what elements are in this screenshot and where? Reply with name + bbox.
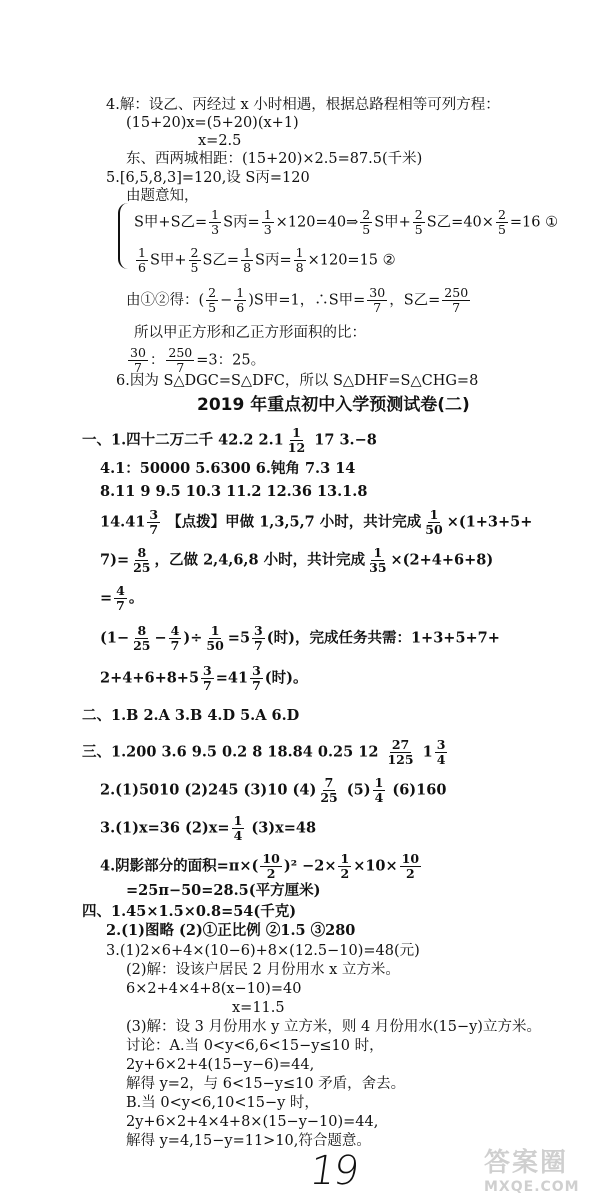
section1-q14-line2: 7)= $\frac{8}{25}$ ，乙做 2,4,6,8 小时，共计完成 $\frac{1}{35}$ ×(2+4+6+8) <box>100 545 494 575</box>
section4-line10: 解得 y=2，与 6<15−y≤10 矛盾，舍去。 <box>126 1076 406 1092</box>
answer-4-distance: 东、西两城相距：(15+20)×2.5=87.5(千米) <box>126 151 423 167</box>
section4-line5: 6×2+4×4+8(x−10)=40 <box>126 981 302 997</box>
answer-5-line1: 5.[6,5,8,3]=120,设 S丙=120 <box>106 170 310 186</box>
section3-line2: 2.(1)5010 (2)245 (3)10 (4) $\frac{7}{25}$ (5) $\frac{1}{4}$ (6)160 <box>100 775 447 805</box>
section3-line5: =25π−50=28.5(平方厘米) <box>126 882 321 899</box>
answer-5-given: 由题意知， <box>126 188 199 204</box>
section4-line7: (3)解：设 3 月份用水 y 立方米，则 4 月份用水(15−y)立方米。 <box>126 1019 541 1035</box>
section4-line12: 2y+6×2+4×4+8×(15−y−10)=44, <box>126 1114 379 1130</box>
answer-5-ratio-text: 所以甲正方形和乙正方形面积的比： <box>134 325 366 341</box>
answer-5-ratio: $\frac{30}{7}$ ： $\frac{250}{7}$ =3：25。 <box>130 345 266 375</box>
section2-answers: 二、1.B 2.A 3.B 4.D 5.A 6.D <box>82 707 300 724</box>
section1-line2: 4.1：50000 5.6300 6.钝角 7.3 14 <box>100 460 356 477</box>
answer-4-line1: 4.解：设乙、丙经过 x 小时相遇，根据总路程相等可列方程： <box>106 97 500 113</box>
section1-q14-line3: = $\frac{4}{7}$ 。 <box>100 583 144 613</box>
section1-q14-line4: (1− $\frac{8}{25}$ − $\frac{4}{7}$ )÷ $\frac{1}{50}$ =5 $\frac{3}{7}$ (时)，完成任务共需：1+3+5+7+ <box>100 623 500 653</box>
section4-line1: 四、1.45×1.5×0.8=54(千克) <box>82 903 297 920</box>
section4-line13: 解得 y=4,15−y=11>10,符合题意。 <box>126 1133 371 1149</box>
answer-5-derivation: 由①②得：( $\frac{2}{5}$ − $\frac{1}{6}$ )S甲=1，∴S甲= $\frac{30}{7}$ ，S乙= $\frac{250}{7}$ <box>126 285 469 315</box>
section4-line8: 讨论：A.当 0<y<6,6<15−y≤10 时， <box>126 1038 384 1054</box>
section4-line4: (2)解：设该户居民 2 月份用水 x 立方米。 <box>126 962 400 978</box>
system-brace <box>118 203 130 269</box>
system-equation-1: S甲+S乙= $\frac{1}{3}$ S丙= $\frac{1}{3}$ ×120=40⇒ $\frac{2}{5}$ S甲+ $\frac{2}{5}$ S乙=40× $\frac{2}{5}$ =16 ① <box>134 207 559 237</box>
section3-line1: 三、1.200 3.6 9.5 0.2 8 18.84 0.25 12 $\frac{27}{125}$ 1 $\frac{3}{4}$ <box>82 737 446 767</box>
section1-line3: 8.11 9 9.5 10.3 11.2 12.36 13.1.8 <box>100 483 368 500</box>
section1-q14-line1: 14.41 $\frac{3}{7}$ 【点拨】甲做 1,3,5,7 小时，共计完成 $\frac{1}{50}$ ×(1+3+5+ <box>100 507 533 537</box>
section3-line3: 3.(1)x=36 (2)x= $\frac{1}{4}$ (3)x=48 <box>100 813 317 843</box>
watermark-url: MXQE.COM <box>484 1179 580 1195</box>
answer-4-equation: (15+20)x=(5+20)(x+1) <box>126 115 299 131</box>
watermark-logo <box>484 1142 592 1198</box>
section4-line2: 2.(1)图略 (2)①正比例 ②1.5 ③280 <box>106 922 356 939</box>
section1-q14-line5: 2+4+6+8+5 $\frac{3}{7}$ =41 $\frac{3}{7}$ (时)。 <box>100 663 308 693</box>
section4-line11: B.当 0<y<6,10<15−y 时， <box>126 1095 319 1111</box>
exam-title: 2019 年重点初中入学预测试卷(二) <box>197 395 470 415</box>
section4-line3: 3.(1)2×6+4×(10−6)+8×(12.5−10)=48(元) <box>106 943 420 959</box>
section4-line6: x=11.5 <box>232 1000 285 1016</box>
section3-line4: 4.阴影部分的面积=π×( $\frac{10}{2}$ )² −2× $\frac{1}{2}$ ×10× $\frac{10}{2}$ <box>100 851 420 881</box>
section4-line9: 2y+6×2+4(15−y−6)=44, <box>126 1057 315 1073</box>
answer-6: 6.因为 S△DGC=S△DFC，所以 S△DHF=S△CHG=8 <box>116 373 479 389</box>
section1-line1: 一、1.四十二万二千 42.2 2.1 $\frac{1}{12}$ 17 3.−8 <box>82 425 377 455</box>
answer-4-solution: x=2.5 <box>198 133 242 149</box>
system-equation-2: $\frac{1}{6}$ S甲+ $\frac{2}{5}$ S乙= $\frac{1}{8}$ S丙= $\frac{1}{8}$ ×120=15 ② <box>138 245 396 275</box>
page-number: 19 <box>306 1148 361 1194</box>
watermark-top: 答案圈 <box>484 1148 569 1178</box>
